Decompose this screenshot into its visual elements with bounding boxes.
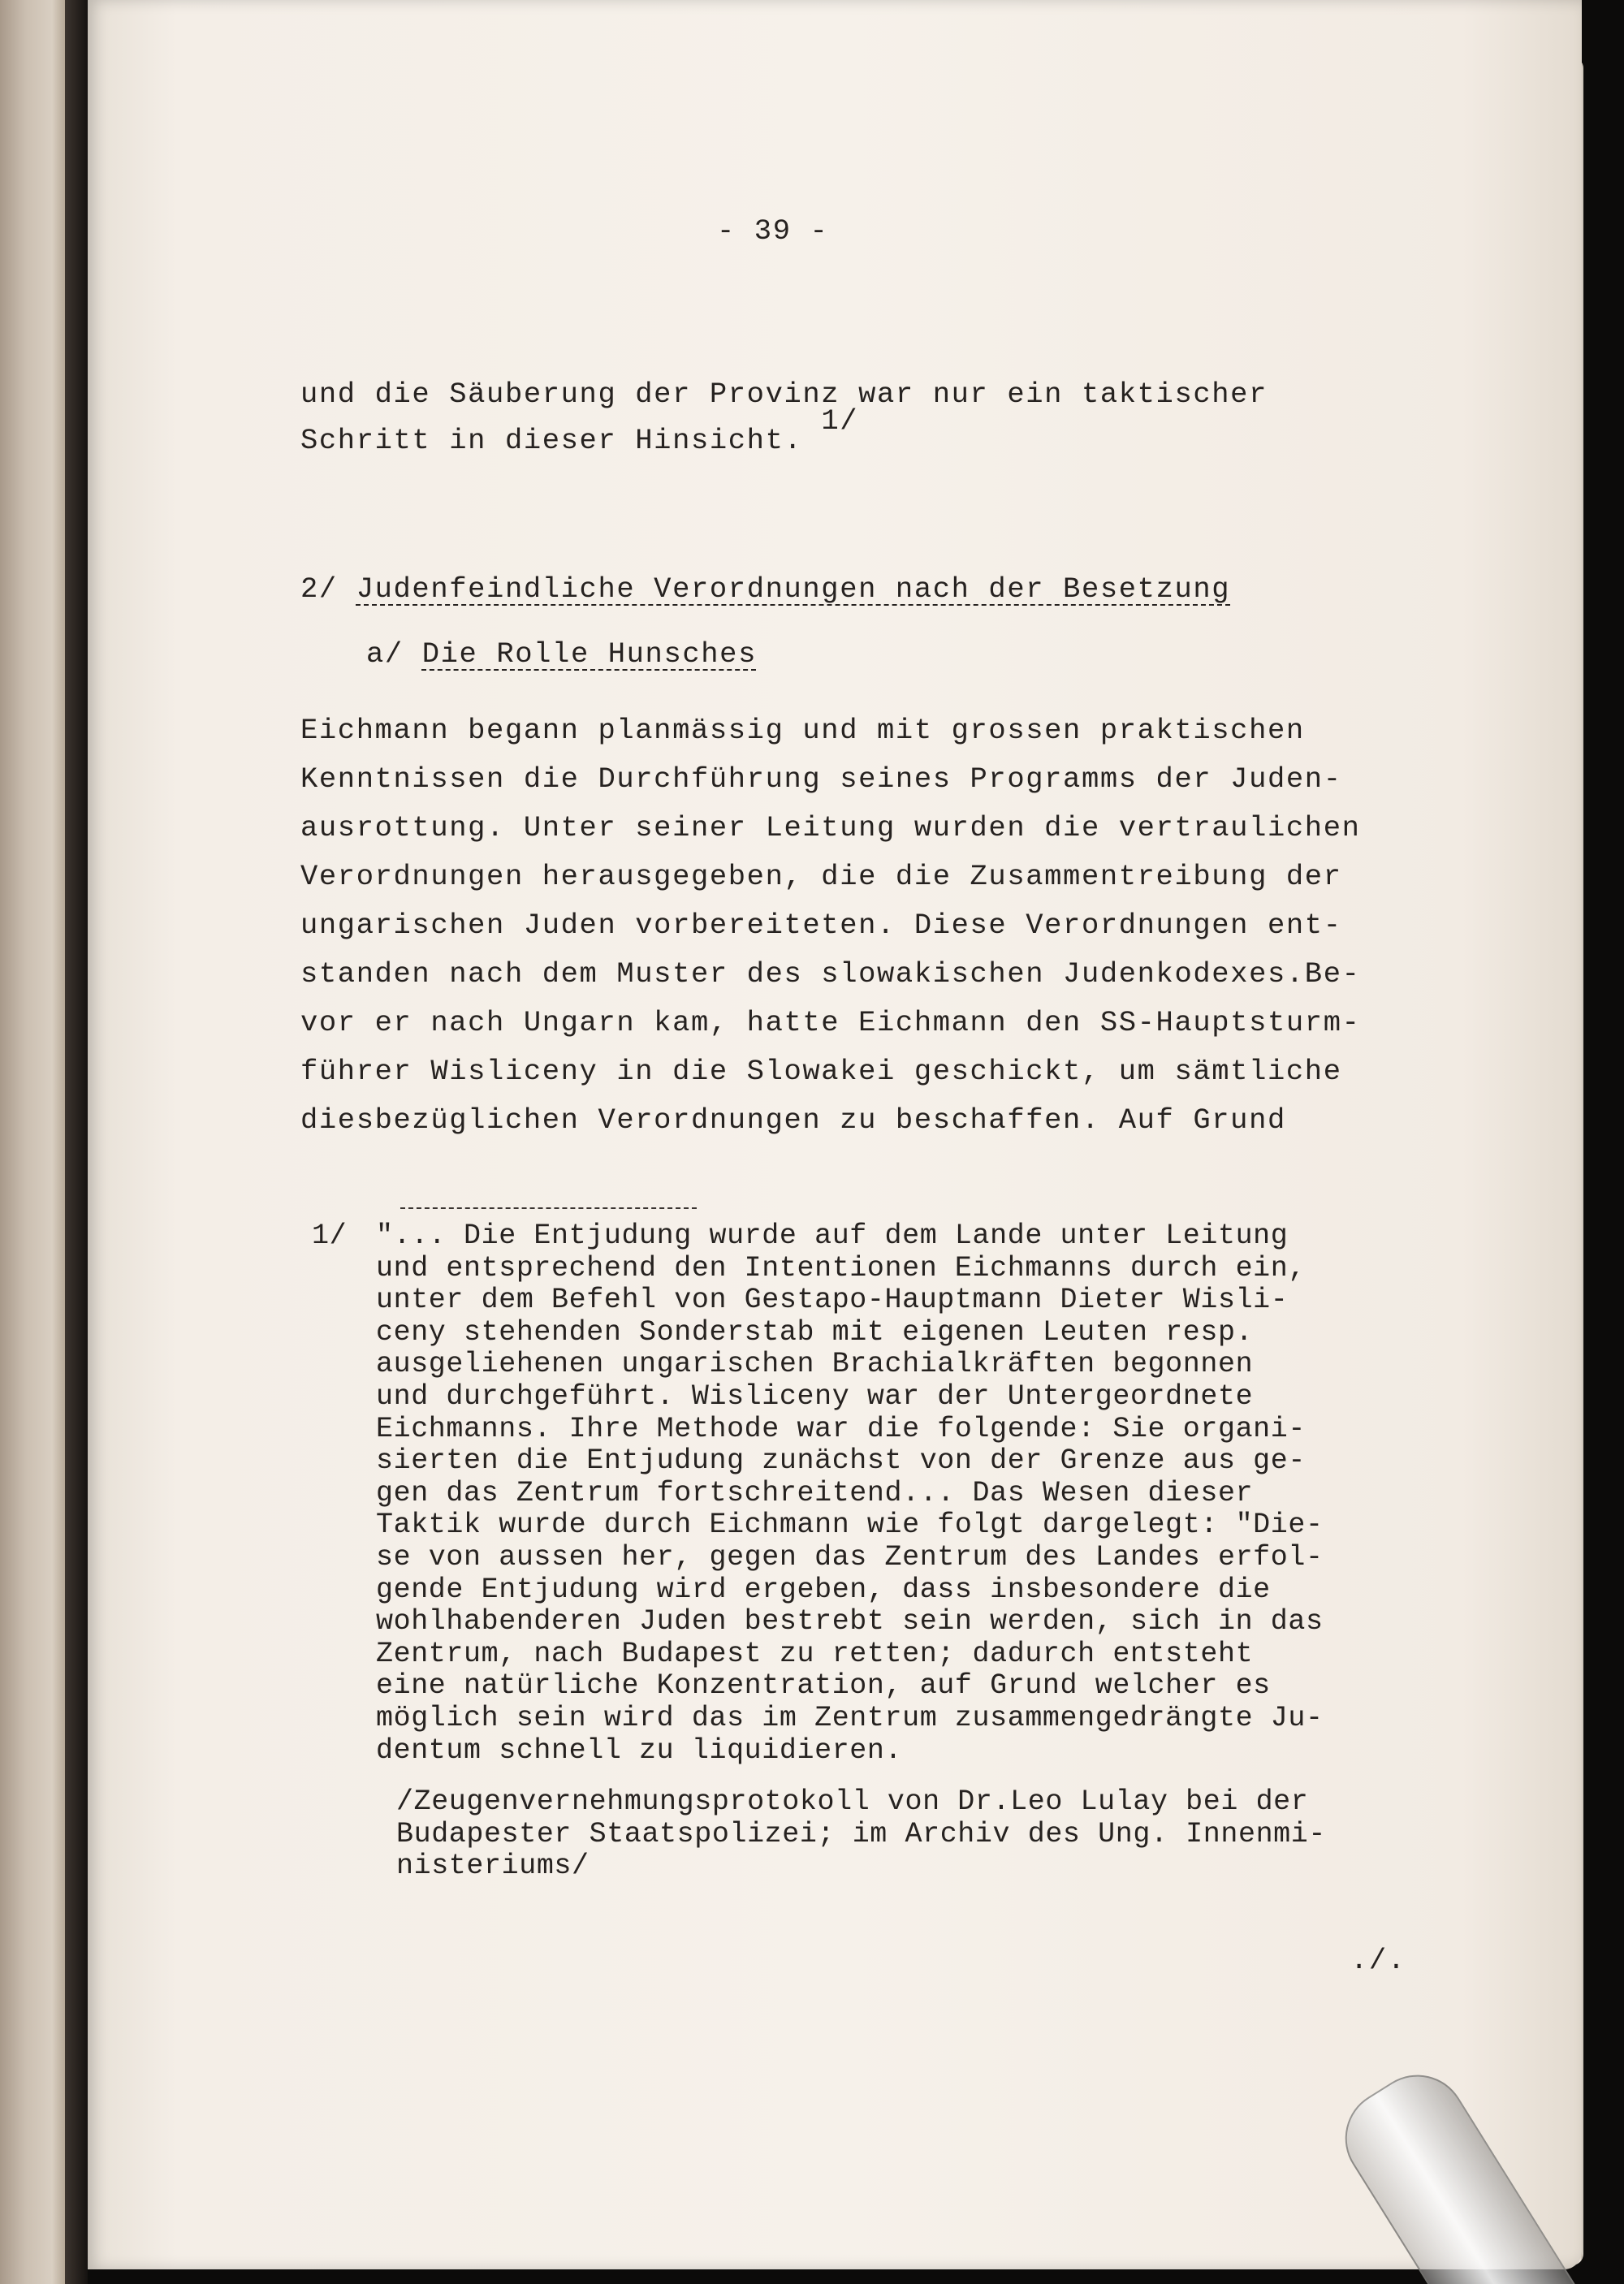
- footnote-line: und durchgeführt. Wisliceny war der Untergeordnete: [376, 1380, 1254, 1413]
- footnote-line: möglich sein wird das im Zentrum zusammengedrängte Ju-: [376, 1702, 1324, 1734]
- section-title: Judenfeindliche Verordnungen nach der Besetzung: [356, 572, 1231, 606]
- footnote-line: unter dem Befehl von Gestapo-Hauptmann Dieter Wisli-: [376, 1284, 1289, 1316]
- footnote-line: wohlhabenderen Juden bestrebt sein werden, sich in das: [376, 1605, 1324, 1638]
- footnote-line: ausgeliehenen ungarischen Brachialkräften begonnen: [376, 1348, 1254, 1380]
- footnote-divider: [400, 1207, 697, 1209]
- subsection-marker: a/: [366, 637, 404, 671]
- paragraph-line: diesbezüglichen Verordnungen zu beschaffen. Auf Grund: [300, 1103, 1286, 1137]
- paragraph-line: führer Wisliceny in die Slowakei geschickt, um sämtliche: [300, 1055, 1342, 1088]
- footnote-reference: 1/: [821, 404, 859, 438]
- source-line: /Zeugenvernehmungsprotokoll von Dr.Leo Lulay bei der: [396, 1785, 1309, 1818]
- paragraph-line: Kenntnissen die Durchführung seines Programms der Juden-: [300, 762, 1342, 796]
- footnote-line: gen das Zentrum fortschreitend... Das Wesen dieser: [376, 1477, 1254, 1509]
- footnote-line: ceny stehenden Sonderstab mit eigenen Leuten resp.: [376, 1316, 1254, 1349]
- facing-page-edge: [0, 0, 65, 2284]
- footnote-line: se von aussen her, gegen das Zentrum des Landes erfol-: [376, 1541, 1324, 1574]
- subsection-heading: [366, 630, 757, 680]
- text-line: und die Säuberung der Provinz war nur ein taktischer: [300, 378, 1268, 411]
- subsection-title: Die Rolle Hunsches: [421, 637, 757, 671]
- text-line-content: Schritt in dieser Hinsicht.: [300, 424, 803, 457]
- footnote-line: dentum schnell zu liquidieren.: [376, 1734, 903, 1767]
- footnote-line: gende Entjudung wird ergeben, dass insbesondere die: [376, 1574, 1271, 1606]
- book-gutter: [65, 0, 88, 2284]
- text-line: [300, 404, 859, 466]
- source-line: Budapester Staatspolizei; im Archiv des Ung. Innenmi-: [396, 1818, 1326, 1850]
- footnote-line: Zentrum, nach Budapest zu retten; dadurch entsteht: [376, 1638, 1254, 1670]
- footnote-line: "... Die Entjudung wurde auf dem Lande unter Leitung: [376, 1220, 1289, 1252]
- paragraph-line: Eichmann begann planmässig und mit grossen praktischen: [300, 714, 1305, 747]
- source-line: nisteriums/: [396, 1850, 590, 1882]
- continuation-mark: ./.: [1350, 1944, 1406, 1977]
- footnote-line: Taktik wurde durch Eichmann wie folgt dargelegt: "Die-: [376, 1509, 1324, 1541]
- paragraph-line: vor er nach Ungarn kam, hatte Eichmann den SS-Hauptsturm-: [300, 1006, 1361, 1039]
- document-page: [88, 0, 1582, 2269]
- paragraph-line: standen nach dem Muster des slowakischen Judenkodexes.Be-: [300, 957, 1361, 991]
- footnote-line: sierten die Entjudung zunächst von der Grenze aus ge-: [376, 1444, 1306, 1477]
- footnote-line: Eichmanns. Ihre Methode war die folgende: Sie organi-: [376, 1413, 1306, 1445]
- section-number: 2/: [300, 572, 338, 606]
- page-number: - 39 -: [717, 214, 829, 248]
- footnote-line: und entsprechend den Intentionen Eichmanns durch ein,: [376, 1252, 1306, 1284]
- paragraph-line: Verordnungen herausgegeben, die die Zusammentreibung der: [300, 860, 1342, 893]
- paragraph-line: ausrottung. Unter seiner Leitung wurden die vertraulichen: [300, 811, 1361, 844]
- footnote-line: eine natürliche Konzentration, auf Grund welcher es: [376, 1669, 1271, 1702]
- section-heading: [300, 565, 1230, 615]
- paragraph-line: ungarischen Juden vorbereiteten. Diese Verordnungen ent-: [300, 909, 1342, 942]
- footnote-marker: 1/: [312, 1220, 348, 1252]
